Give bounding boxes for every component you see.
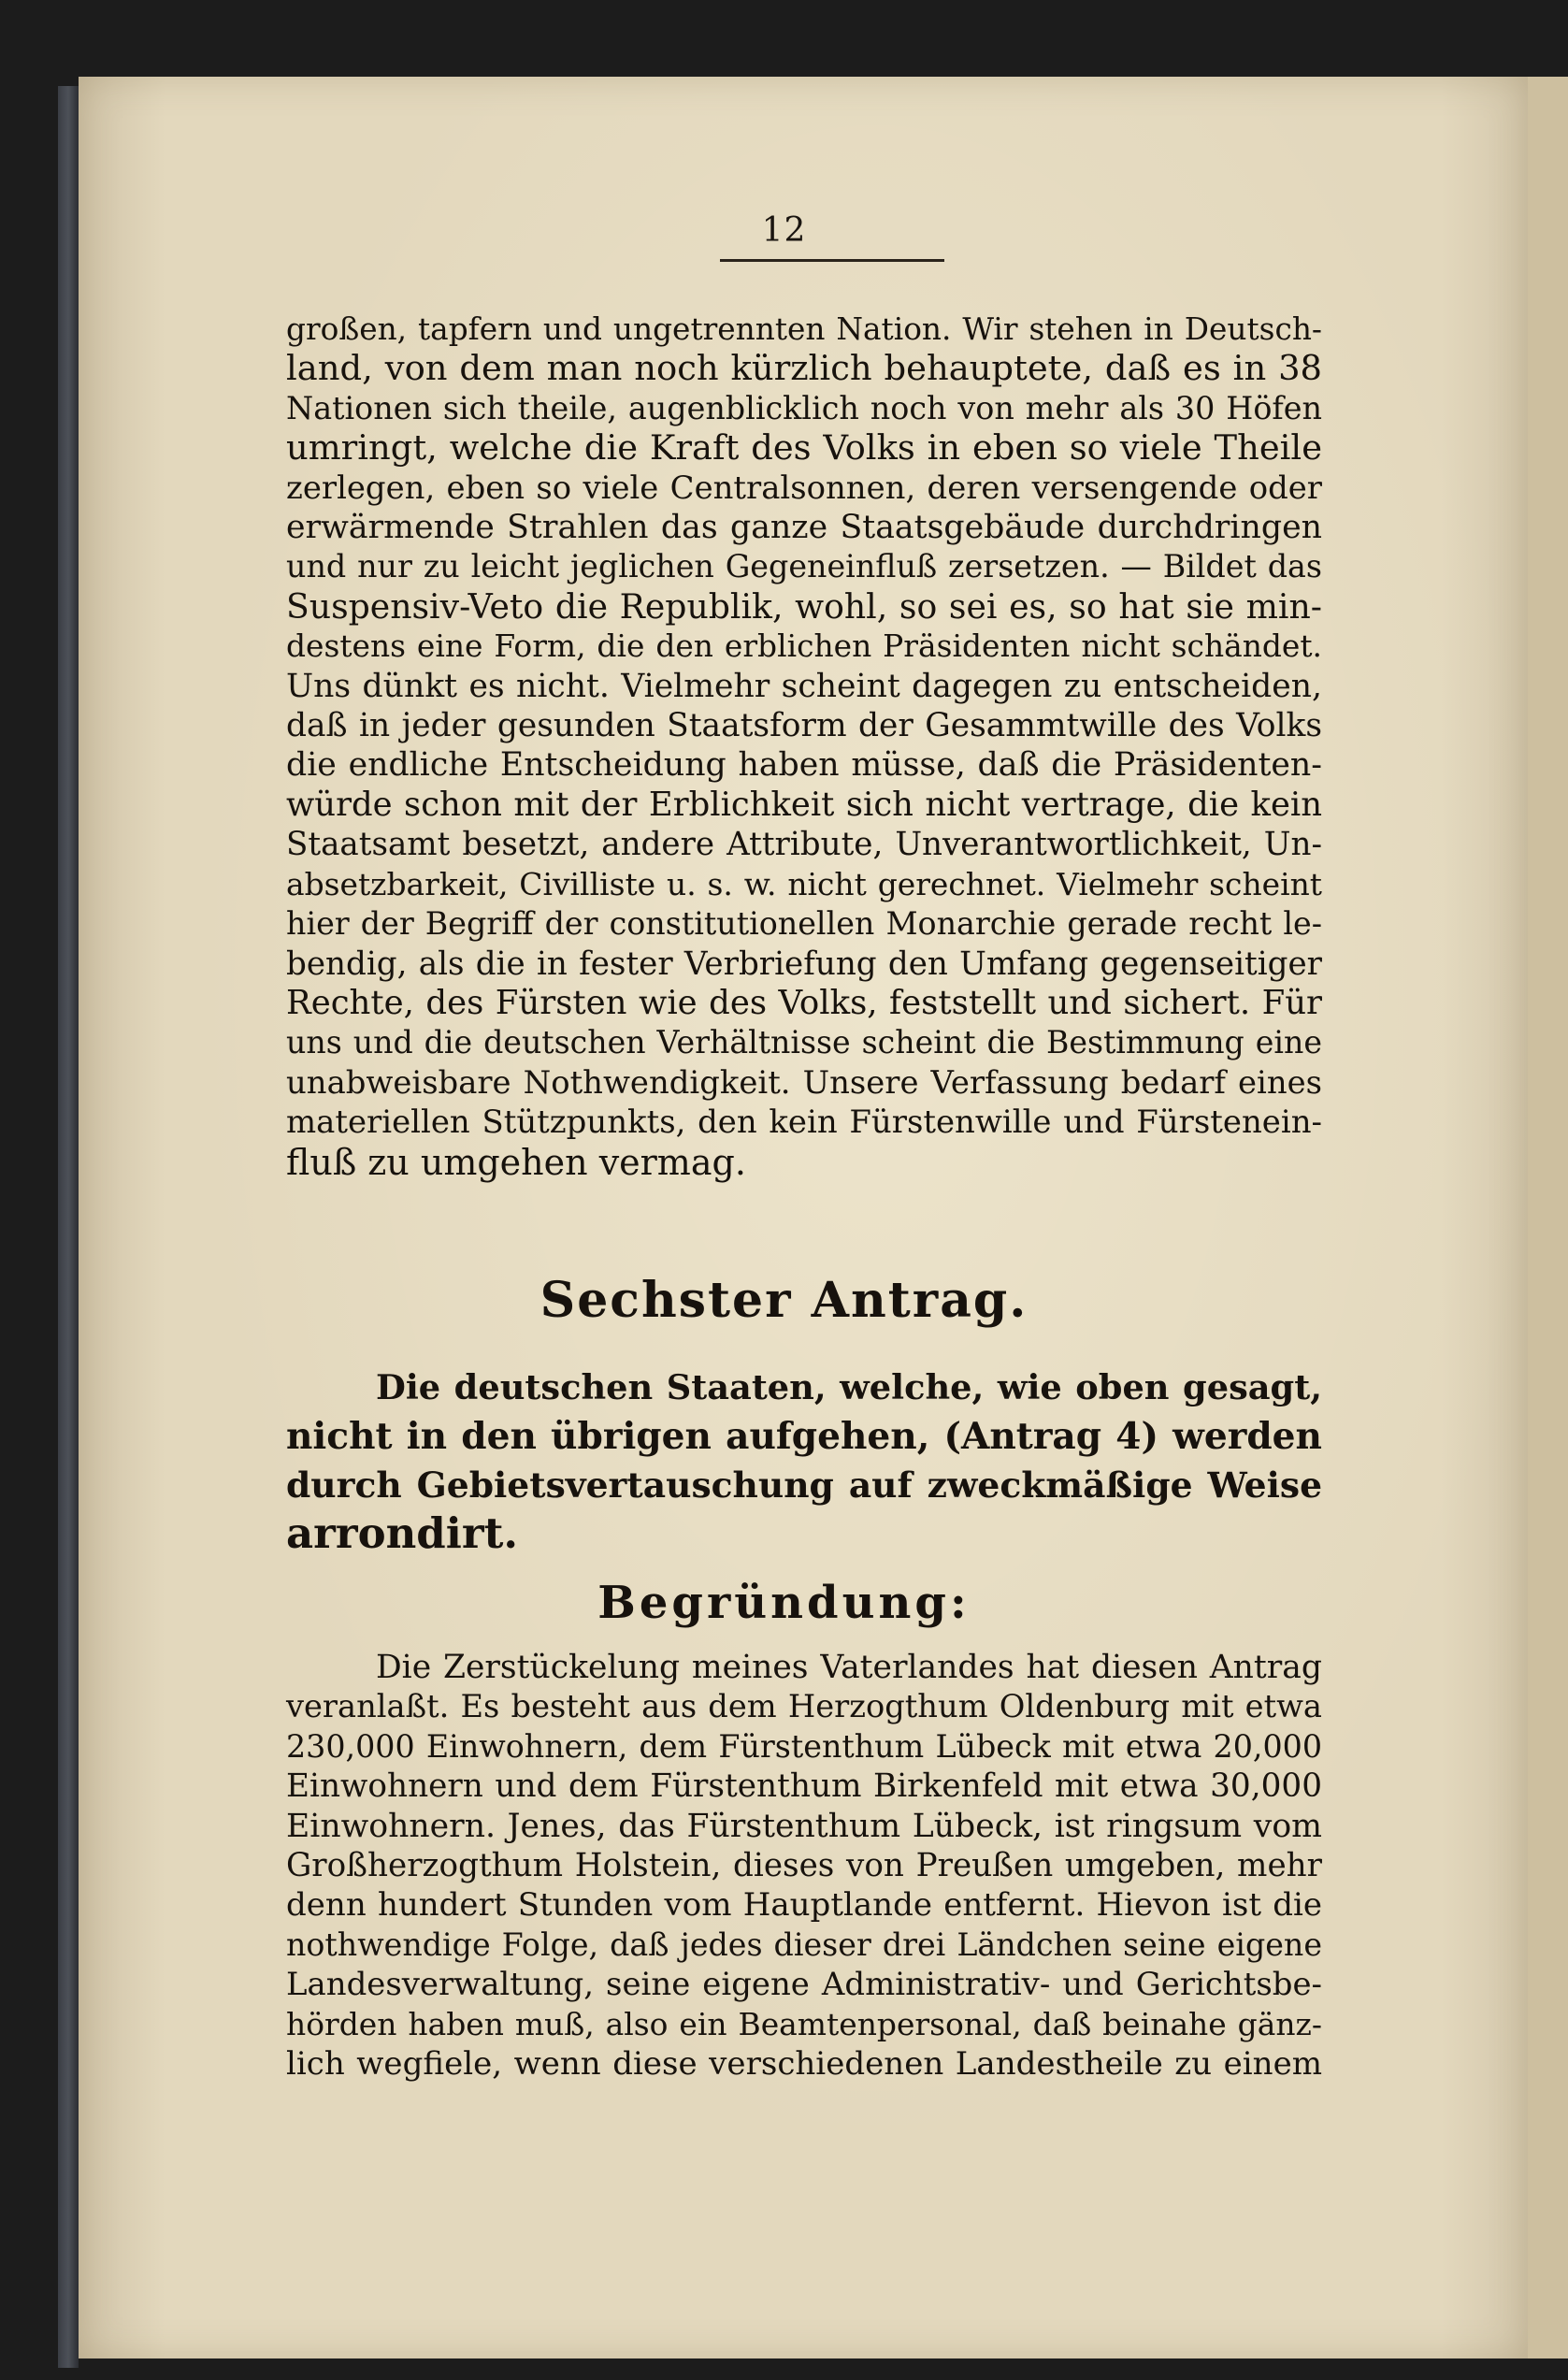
text-line: daß in jeder gesunden Staatsform der Gesammtwille des Volks <box>286 707 1322 745</box>
text-line: 230,000 Einwohnern, dem Fürstenthum Lübeck mit etwa 20,000 <box>286 1727 1322 1765</box>
text-line: Die Zerstückelung meines Vaterlandes hat diesen Antrag <box>376 1649 1322 1686</box>
text-line: umringt, welche die Kraft des Volks in eben so viele Theile <box>286 427 1322 469</box>
text-line: absetzbarkeit, Civilliste u. s. w. nicht gerechnet. Vielmehr scheint <box>286 865 1322 902</box>
motion-paragraph <box>286 1363 1322 1558</box>
text-line: die endliche Entscheidung haben müsse, daß die Präsidenten- <box>286 746 1322 785</box>
text-line: hier der Begriff der constitutionellen Monarchie gerade recht le- <box>286 905 1322 943</box>
text-line: Landesverwaltung, seine eigene Administrativ- und Gerichtsbe- <box>286 1966 1322 2003</box>
text-line: uns und die deutschen Verhältnisse scheint die Bestimmung eine <box>286 1024 1322 1061</box>
text-line: würde schon mit der Erblichkeit sich nicht vertrage, die kein <box>286 785 1322 824</box>
reason-paragraph <box>286 1648 1322 2084</box>
text-line: Rechte, des Fürsten wie des Volks, feststellt und sichert. Für <box>286 983 1322 1022</box>
text-line: land, von dem man noch kürzlich behauptete, daß es in 38 <box>286 348 1322 389</box>
motion-line: Die deutschen Staaten, welche, wie oben gesagt, <box>376 1367 1322 1407</box>
text-line: Staatsamt besetzt, andere Attribute, Unverantwortlichkeit, Un- <box>286 826 1322 864</box>
text-line: lich wegfiele, wenn diese verschiedenen Landestheile zu einem <box>286 2045 1322 2084</box>
section-heading: Sechster Antrag. <box>539 1272 1029 1329</box>
text-line: denn hundert Stunden vom Hauptlande entfernt. Hievon ist die <box>286 1886 1322 1925</box>
text-line: Suspensiv-Veto die Republik, wohl, so sei es, so hat sie min- <box>286 585 1322 627</box>
text-line: Einwohnern. Jenes, das Fürstenthum Lübeck, ist ringsum vom <box>286 1807 1322 1845</box>
page-number: 12 <box>761 211 807 250</box>
text-line: bendig, als die in fester Verbriefung den Umfang gegenseitiger <box>286 945 1322 983</box>
motion-line: nicht in den übrigen aufgehen, (Antrag 4) werden <box>286 1415 1322 1458</box>
book-cover-edge <box>58 86 79 2368</box>
text-line: hörden haben muß, also ein Beamtenpersonal, daß beinahe gänz- <box>286 2005 1322 2042</box>
text-line: Uns dünkt es nicht. Vielmehr scheint dagegen zu entscheiden, <box>286 667 1322 705</box>
reason-heading: Begründung: <box>597 1577 971 1629</box>
next-page-edge <box>1528 77 1568 2358</box>
text-line: nothwendige Folge, daß jedes dieser drei Ländchen seine eigene <box>286 1926 1322 1963</box>
text-line: Einwohnern und dem Fürstenthum Birkenfeld mit etwa 30,000 <box>286 1767 1322 1806</box>
text-line: erwärmende Strahlen das ganze Staatsgebäude durchdringen <box>286 509 1322 547</box>
body-paragraph <box>286 310 1322 1182</box>
text-line: veranlaßt. Es besteht aus dem Herzogthum Oldenburg mit etwa <box>286 1688 1322 1725</box>
text-line: Nationen sich theile, augenblicklich noch von mehr als 30 Höfen <box>286 389 1322 426</box>
text-line: zerlegen, eben so viele Centralsonnen, deren versengende oder <box>286 469 1322 506</box>
text-line: destens eine Form, die den erblichen Präsidenten nicht schändet. <box>286 627 1322 665</box>
text-line: fluß zu umgehen vermag. <box>286 1141 746 1183</box>
text-line: und nur zu leicht jeglichen Gegeneinfluß zersetzen. — Bildet das <box>286 548 1322 585</box>
text-line: großen, tapfern und ungetrennten Nation. Wir stehen in Deutsch- <box>286 311 1322 347</box>
page-number-rule <box>720 259 944 262</box>
text-line: materiellen Stützpunkts, den kein Fürstenwille und Fürstenein- <box>286 1103 1322 1141</box>
text-line: unabweisbare Nothwendigkeit. Unsere Verfassung bedarf eines <box>286 1063 1322 1101</box>
motion-line: durch Gebietsvertauschung auf zweckmäßige Weise <box>286 1464 1322 1506</box>
motion-line: arrondirt. <box>286 1508 519 1558</box>
text-line: Großherzogthum Holstein, dieses von Preußen umgeben, mehr <box>286 1847 1322 1885</box>
